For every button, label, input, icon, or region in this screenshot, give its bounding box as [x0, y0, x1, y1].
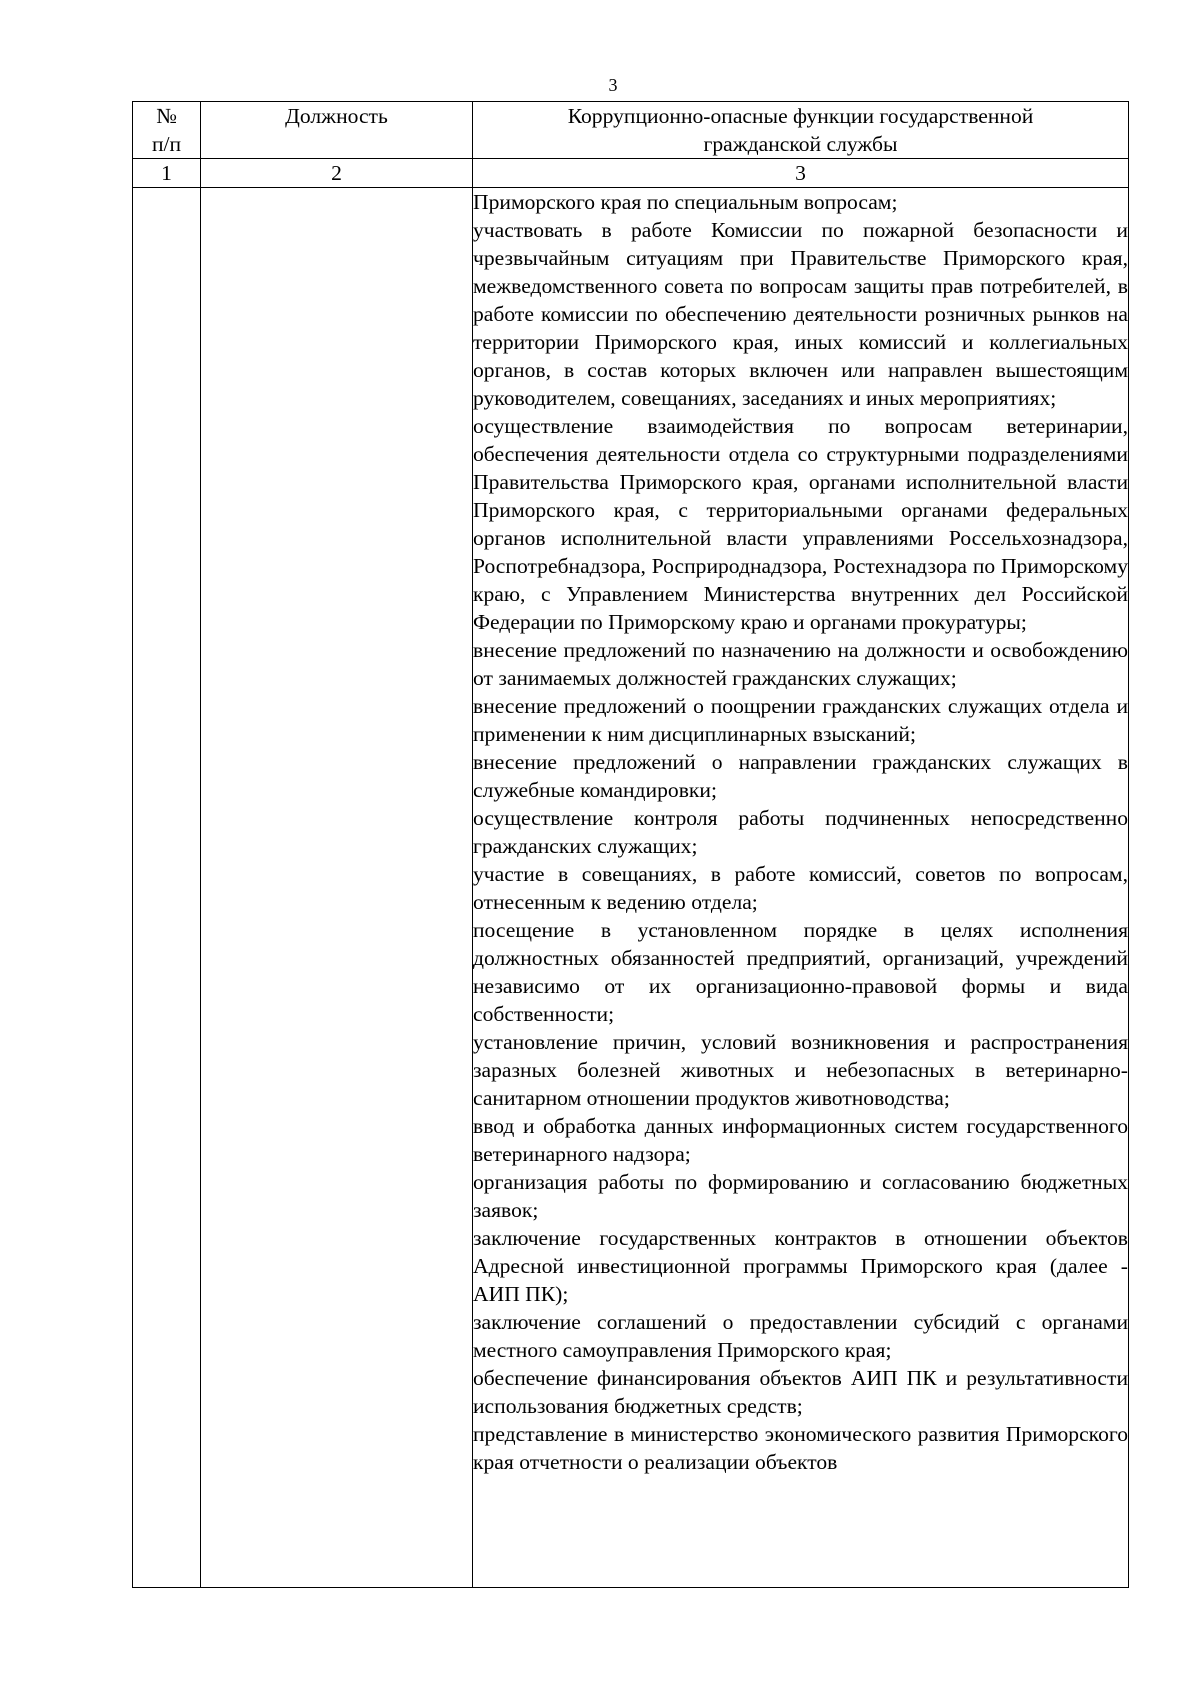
column-number-1: 1 [133, 159, 201, 188]
function-item: участие в совещаниях, в работе комиссий, советов по вопросам, отнесенным к ведению отдела; [473, 862, 1128, 914]
function-item: осуществление взаимодействия по вопросам ветеринарии, обеспечения деятельности отдела со структурными подразделениями Правительства Приморского края, органами исполнительной власти Приморского края, с территориальными органами федеральных органов исполнительной власти управлениями Россельхознадзора, Роспотребнадзора, Росприроднадзора, Ростехнадзора по Приморскому краю, с Управлением Министерства внутренних дел Российской Федерации по Приморскому краю и органами прокуратуры; [473, 414, 1128, 634]
functions-table [132, 101, 1129, 1588]
header-number-abbrev: п/п [151, 132, 182, 156]
header-cell-position [201, 102, 473, 159]
column-number-2: 2 [201, 159, 473, 188]
function-item: внесение предложений о направлении гражданских служащих в служебные командировки; [473, 750, 1128, 802]
header-cell-number [133, 102, 201, 159]
column-numbering-row [133, 159, 1129, 188]
function-item: заключение соглашений о предоставлении субсидий с органами местного самоуправления Приморского края; [473, 1310, 1128, 1362]
header-position-label: Должность [285, 104, 388, 128]
column-number-3: 3 [473, 159, 1129, 188]
page-number: 3 [608, 75, 618, 95]
function-item: ввод и обработка данных информационных систем государственного ветеринарного надзора; [473, 1114, 1128, 1166]
function-item: установление причин, условий возникновения и распространения заразных болезней животных и небезопасных в ветеринарно-санитарном отношении продуктов животноводства; [473, 1030, 1128, 1110]
function-item: участвовать в работе Комиссии по пожарной безопасности и чрезвычайным ситуациям при Правительстве Приморского края, межведомственного совета по вопросам защиты прав потребителей, в работе комиссии по обеспечению деятельности розничных рынков на территории Приморского края, иных комиссий и коллегиальных органов, в состав которых включен или направлен вышестоящим руководителем, совещаниях, заседаниях и иных мероприятиях; [473, 218, 1128, 410]
header-cell-functions [473, 102, 1129, 159]
function-item: представление в министерство экономического развития Приморского края отчетности о реализации объектов [473, 1422, 1128, 1474]
function-item: осуществление контроля работы подчиненных непосредственно гражданских служащих; [473, 806, 1128, 858]
table-row [133, 188, 1129, 1588]
function-item: организация работы по формированию и согласованию бюджетных заявок; [473, 1170, 1128, 1222]
row-number-cell [133, 188, 201, 1588]
function-item: Приморского края по специальным вопросам; [473, 190, 898, 214]
function-item: посещение в установленном порядке в целях исполнения должностных обязанностей предприятий, организаций, учреждений независимо от их организационно-правовой формы и вида собственности; [473, 918, 1128, 1026]
header-number-sign: № [156, 104, 177, 128]
function-item: внесение предложений о поощрении гражданских служащих отдела и применении к ним дисциплинарных взысканий; [473, 694, 1128, 746]
header-functions-line2: гражданской службы [703, 132, 898, 156]
function-item: обеспечение финансирования объектов АИП ПК и результативности использования бюджетных средств; [473, 1366, 1128, 1418]
table-header-row [133, 102, 1129, 159]
function-item: заключение государственных контрактов в отношении объектов Адресной инвестиционной программы Приморского края (далее - АИП ПК); [473, 1226, 1128, 1306]
row-position-cell [201, 188, 473, 1588]
function-item: внесение предложений по назначению на должности и освобождению от занимаемых должностей гражданских служащих; [473, 638, 1128, 690]
header-functions-line1: Коррупционно-опасные функции государственной [567, 104, 1034, 128]
row-functions-cell [473, 188, 1129, 1588]
